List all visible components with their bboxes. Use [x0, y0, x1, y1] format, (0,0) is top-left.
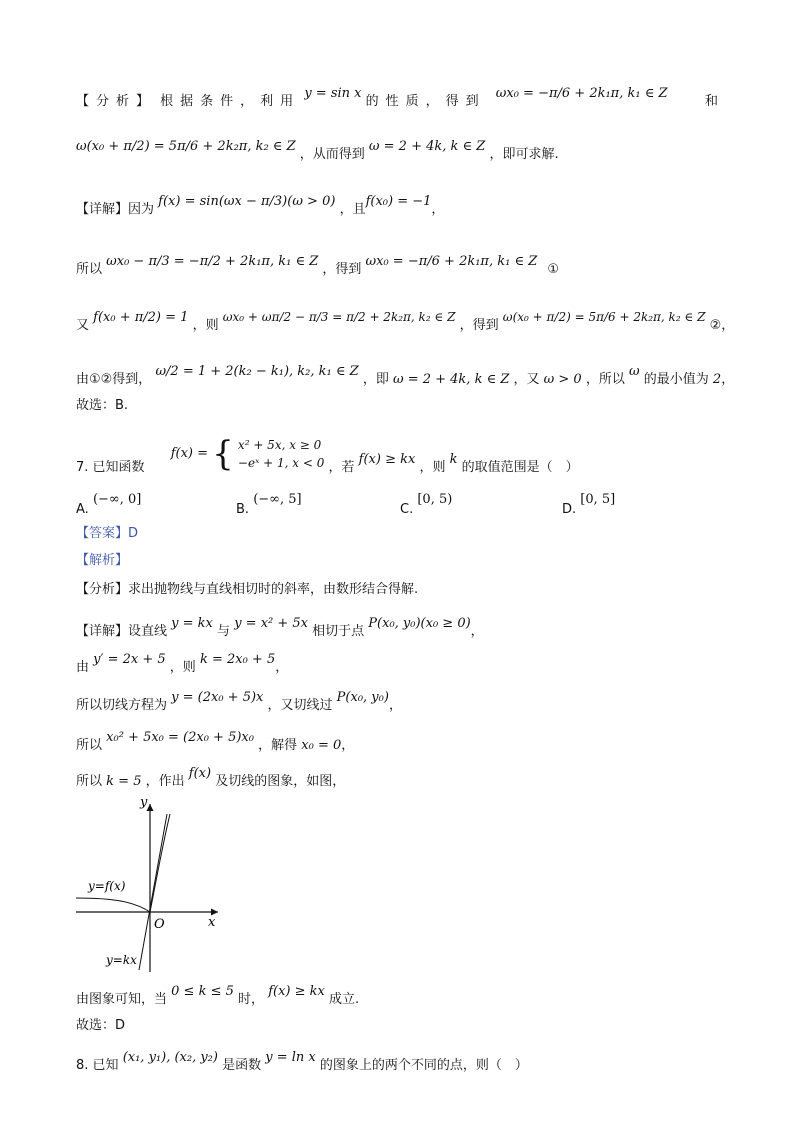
math-expression: ωx₀ + ωπ/2 − π/3 = π/2 + 2k₂π, k₂ ∈ Z — [222, 310, 456, 324]
option-letter: D. — [562, 502, 577, 517]
detail-label: 【详解】 — [76, 624, 129, 639]
detail-text: ，又切线过 — [267, 698, 333, 713]
detail-text: ，所以 — [585, 372, 625, 387]
origin-label: O — [154, 917, 165, 932]
math-expression: ωx₀ = −π/6 + 2k₁π, k₁ ∈ Z — [365, 254, 538, 269]
math-expression: ω(x₀ + π/2) = 5π/6 + 2k₂π, k₂ ∈ Z — [76, 139, 296, 154]
q7-detail-line-4 — [76, 730, 718, 756]
explanation-label: 【解析】 — [76, 553, 129, 568]
case-2: −eˣ + 1, x < 0 — [237, 455, 325, 470]
detail-text: ， — [431, 202, 445, 217]
detail-text: ，且 — [339, 202, 366, 217]
math-expression: k — [449, 452, 458, 467]
question-text: ，若 — [328, 460, 355, 475]
detail-text: 所以 — [76, 774, 103, 789]
math-expression: y = kx — [171, 616, 213, 631]
math-expression: y′ = 2x + 5 — [93, 652, 166, 667]
detail-text: ，即 — [362, 372, 389, 387]
math-expression: x₀ = 0 — [301, 738, 342, 753]
piecewise-cases — [238, 436, 324, 472]
detail-text: 相切于点 — [312, 624, 365, 639]
detail-text: 所以 — [76, 262, 103, 277]
detail-text: 所以切线方程为 — [76, 698, 168, 713]
math-expression: f(x₀) = −1 — [365, 194, 432, 209]
tangent-line — [139, 814, 167, 970]
equation-mark: ① — [547, 262, 560, 277]
q7-detail-line-2 — [76, 652, 718, 678]
math-expression: f(x) ≥ kx — [268, 984, 325, 999]
math-expression: f(x₀ + π/2) = 1 — [93, 310, 189, 325]
conclusion-text: 由图象可知，当 — [76, 992, 168, 1007]
math-expression: (x₁, y₁), (x₂, y₂) — [122, 1050, 218, 1065]
detail-text: ，得到 — [459, 318, 499, 333]
detail-line-3 — [76, 310, 735, 336]
detail-line-2 — [76, 254, 718, 280]
conclusion-text: 时， — [238, 992, 265, 1007]
detail-line-1 — [76, 194, 718, 220]
q7-detail-line-5 — [76, 766, 718, 792]
exp-curve — [76, 898, 150, 912]
question-text: 的取值范围是（ ） — [461, 460, 579, 475]
math-expression: y = sin x — [304, 86, 362, 101]
line-label: y=kx — [106, 953, 137, 967]
analysis-label: 【分析】 — [76, 94, 157, 109]
option-value: [0, 5) — [417, 492, 453, 507]
detail-text: ，解得 — [258, 738, 298, 753]
math-expression: f(x) ≥ kx — [358, 452, 416, 467]
detail-text: 设直线 — [128, 624, 168, 639]
math-expression: ωx₀ − π/3 = −π/2 + 2k₁π, k₁ ∈ Z — [106, 254, 319, 269]
detail-text: 所以 — [76, 738, 103, 753]
math-expression: y = x² + 5x — [234, 616, 308, 631]
math-expression: 2 — [712, 372, 722, 387]
detail-text: 及切线的图象，如图， — [215, 774, 346, 789]
x-axis-label: x — [208, 915, 216, 930]
detail-text: 的最小值为 — [643, 372, 709, 387]
function-name: f(x) = — [170, 446, 208, 461]
q7-analysis: 【分析】求出抛物线与直线相切时的斜率，由数形结合得解. — [76, 582, 419, 597]
option-d[interactable] — [562, 492, 616, 517]
detail-text: ，得到 — [322, 262, 362, 277]
question-text: 8. 已知 — [76, 1058, 119, 1073]
math-expression: 0 ≤ k ≤ 5 — [171, 984, 234, 999]
q7-detail-line-3 — [76, 690, 718, 716]
analysis-line-1 — [76, 86, 718, 112]
option-letter: A. — [76, 502, 89, 517]
math-expression: y = ln x — [265, 1050, 316, 1065]
answer-label: 【答案】D — [76, 526, 139, 541]
math-expression: f(x) — [188, 766, 212, 781]
math-expression: ω = 2 + 4k, k ∈ Z — [368, 139, 486, 154]
option-c[interactable] — [400, 492, 453, 517]
option-letter: C. — [400, 502, 414, 517]
math-expression: ω(x₀ + π/2) = 5π/6 + 2k₂π, k₂ ∈ Z — [502, 310, 706, 324]
question-stem: 7. 已知函数 — [76, 460, 145, 475]
math-expression: ω = 2 + 4k, k ∈ Z — [392, 372, 510, 387]
detail-text: ， — [341, 738, 355, 753]
q7-detail-line-1 — [76, 616, 718, 642]
math-expression: k = 5 — [106, 774, 142, 789]
detail-text: ，则 — [169, 660, 196, 675]
detail-text: ， — [275, 660, 289, 675]
analysis-text: 的性质，得到 — [365, 94, 486, 109]
parabola-curve — [150, 814, 170, 912]
question-text: ，则 — [419, 460, 446, 475]
option-b[interactable] — [236, 492, 302, 517]
analysis-text: ，从而得到 — [299, 147, 365, 162]
math-expression: ω/2 = 1 + 2(k₂ − k₁), k₂, k₁ ∈ Z — [155, 364, 359, 379]
math-expression: P(x₀, y₀)(x₀ ≥ 0) — [368, 616, 471, 631]
option-value: [0, 5] — [580, 492, 616, 507]
option-value: (−∞, 5] — [253, 492, 302, 507]
math-expression: ω > 0 — [543, 372, 582, 387]
math-expression: ωx₀ = −π/6 + 2k₁π, k₁ ∈ Z — [495, 86, 668, 101]
detail-line-4 — [76, 364, 735, 390]
math-expression: ω — [629, 364, 640, 379]
detail-text: 又 — [76, 318, 90, 333]
detail-text: 与 — [217, 624, 231, 639]
curve-label: y=f(x) — [88, 879, 126, 893]
option-letter: B. — [236, 502, 250, 517]
math-expression: x₀² + 5x₀ = (2x₀ + 5)x₀ — [106, 730, 254, 745]
detail-text: ，作出 — [145, 774, 185, 789]
analysis-text: ，即可求解. — [489, 147, 559, 162]
q7-conclusion — [76, 984, 718, 1010]
answer-q7: 故选：D — [76, 1018, 126, 1033]
equation-mark: ②， — [709, 318, 735, 333]
question-text: 的图象上的两个不同的点，则（ ） — [319, 1058, 528, 1073]
detail-text: 由①②得到， — [76, 372, 152, 387]
detail-text: ， — [470, 624, 484, 639]
option-value: (−∞, 0] — [92, 492, 142, 507]
math-expression: f(x) = sin(ωx − π/3)(ω > 0) — [158, 194, 336, 209]
piecewise-brace: { — [212, 433, 234, 474]
detail-text: ， — [721, 372, 735, 387]
math-expression: k = 2x₀ + 5 — [199, 652, 276, 667]
analysis-line-2 — [76, 139, 718, 165]
question-text: 是函数 — [222, 1058, 262, 1073]
analysis-text: 和 — [704, 94, 718, 109]
detail-text: 因为 — [128, 202, 155, 217]
conclusion-text: 成立. — [328, 992, 360, 1007]
detail-label: 【详解】 — [76, 202, 129, 217]
case-1: x² + 5x, x ≥ 0 — [237, 437, 322, 452]
y-axis-label: y — [140, 795, 148, 810]
answer-previous: 故选：B. — [76, 398, 129, 413]
math-expression: y = (2x₀ + 5)x — [171, 690, 264, 705]
detail-text: ，又 — [513, 372, 540, 387]
analysis-text: 根据条件，利用 — [160, 94, 301, 109]
question-7 — [76, 433, 718, 488]
detail-text: ， — [388, 698, 402, 713]
detail-text: ，则 — [192, 318, 219, 333]
option-a[interactable] — [76, 492, 142, 517]
detail-text: 由 — [76, 660, 90, 675]
function-graph — [70, 792, 230, 977]
question-8 — [76, 1050, 718, 1076]
math-expression: P(x₀, y₀) — [336, 690, 389, 705]
